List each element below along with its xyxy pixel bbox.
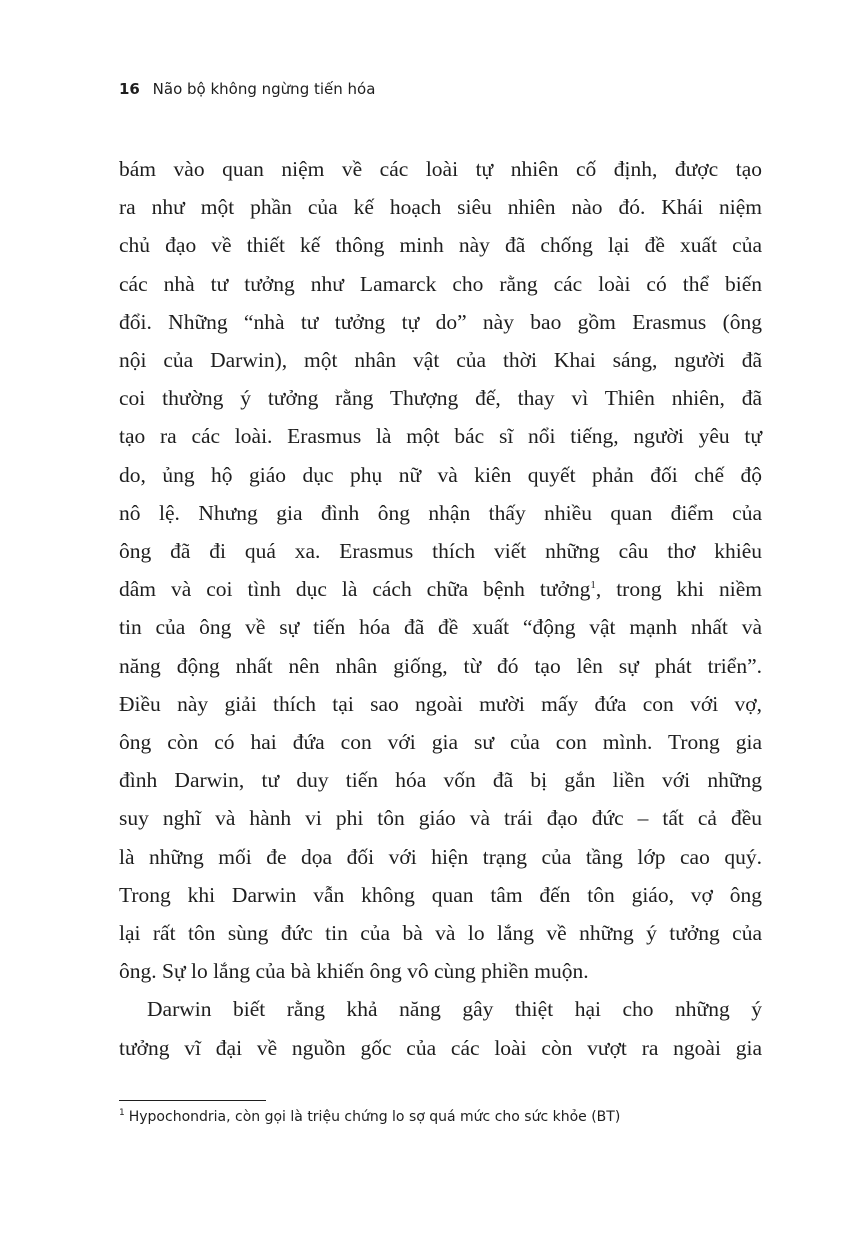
text-line: bám vào quan niệm về các loài tự nhiên cố định, được tạo bbox=[119, 157, 762, 181]
footnote bbox=[119, 1107, 620, 1127]
text-line: đình Darwin, tư duy tiến hóa vốn đã bị gắn liền với những bbox=[119, 768, 762, 793]
running-header bbox=[119, 78, 375, 100]
footnote-divider bbox=[119, 1100, 266, 1101]
text-line: suy nghĩ và hành vi phi tôn giáo và trái đạo đức – tất cả đều bbox=[119, 806, 762, 831]
text-line: nô lệ. Nhưng gia đình ông nhận thấy nhiều quan điểm của bbox=[119, 500, 762, 525]
text-line: năng động nhất nên nhân giống, từ đó tạo lên sự phát triển”. bbox=[119, 653, 762, 678]
footnote-marker: 1 bbox=[119, 1108, 125, 1119]
text-line: chủ đạo về thiết kế thông minh này đã chống lại đề xuất của bbox=[119, 233, 762, 258]
text-line: đổi. Những “nhà tư tưởng tự do” này bao gồm Erasmus (ông bbox=[119, 309, 762, 334]
paragraph bbox=[119, 990, 762, 1066]
text-line: ra như một phần của kế hoạch siêu nhiên nào đó. Khái niệm bbox=[119, 195, 762, 220]
text-line: nội của Darwin), một nhân vật của thời Khai sáng, người đã bbox=[119, 348, 762, 373]
text-line: coi thường ý tưởng rằng Thượng đế, thay vì Thiên nhiên, đã bbox=[119, 386, 762, 411]
text-line: tạo ra các loài. Erasmus là một bác sĩ nổi tiếng, người yêu tự bbox=[119, 424, 762, 449]
footnote-reference: 1 bbox=[590, 579, 596, 592]
text-line: ông đã đi quá xa. Erasmus thích viết những câu thơ khiêu bbox=[119, 539, 762, 564]
text-line: tưởng vĩ đại về nguồn gốc của các loài còn vượt ra ngoài gia bbox=[119, 1035, 762, 1060]
text-line: Trong khi Darwin vẫn không quan tâm đến tôn giáo, vợ ông bbox=[119, 882, 762, 907]
text-line: lại rất tôn sùng đức tin của bà và lo lắng về những ý tưởng của bbox=[119, 921, 762, 946]
text-line: các nhà tư tưởng như Lamarck cho rằng các loài có thể biến bbox=[119, 271, 762, 296]
text-line: là những mối đe dọa đối với hiện trạng của tầng lớp cao quý. bbox=[119, 844, 762, 869]
page-number: 16 bbox=[119, 80, 140, 98]
footnote-text: Hypochondria, còn gọi là triệu chứng lo sợ quá mức cho sức khỏe (BT) bbox=[128, 1109, 621, 1125]
text-line: Điều này giải thích tại sao ngoài mười mấy đứa con với vợ, bbox=[119, 691, 762, 716]
text-line: tin của ông về sự tiến hóa đã đề xuất “động vật mạnh nhất và bbox=[119, 615, 762, 640]
text-line-with-footnote bbox=[119, 570, 762, 608]
text-line: do, ủng hộ giáo dục phụ nữ và kiên quyết phản đối chế độ bbox=[119, 462, 762, 487]
text-line: Darwin biết rằng khả năng gây thiệt hại cho những ý bbox=[147, 997, 762, 1022]
text-line: ông. Sự lo lắng của bà khiến ông vô cùng phiền muộn. bbox=[119, 959, 589, 984]
paragraph bbox=[119, 150, 762, 990]
body-text bbox=[119, 150, 762, 1067]
text-segment: , trong khi niềm bbox=[595, 577, 762, 602]
text-segment: dâm và coi tình dục là cách chữa bệnh tưởng bbox=[119, 577, 591, 602]
chapter-title: Não bộ không ngừng tiến hóa bbox=[152, 80, 376, 98]
text-line: ông còn có hai đứa con với gia sư của con mình. Trong gia bbox=[119, 730, 762, 755]
